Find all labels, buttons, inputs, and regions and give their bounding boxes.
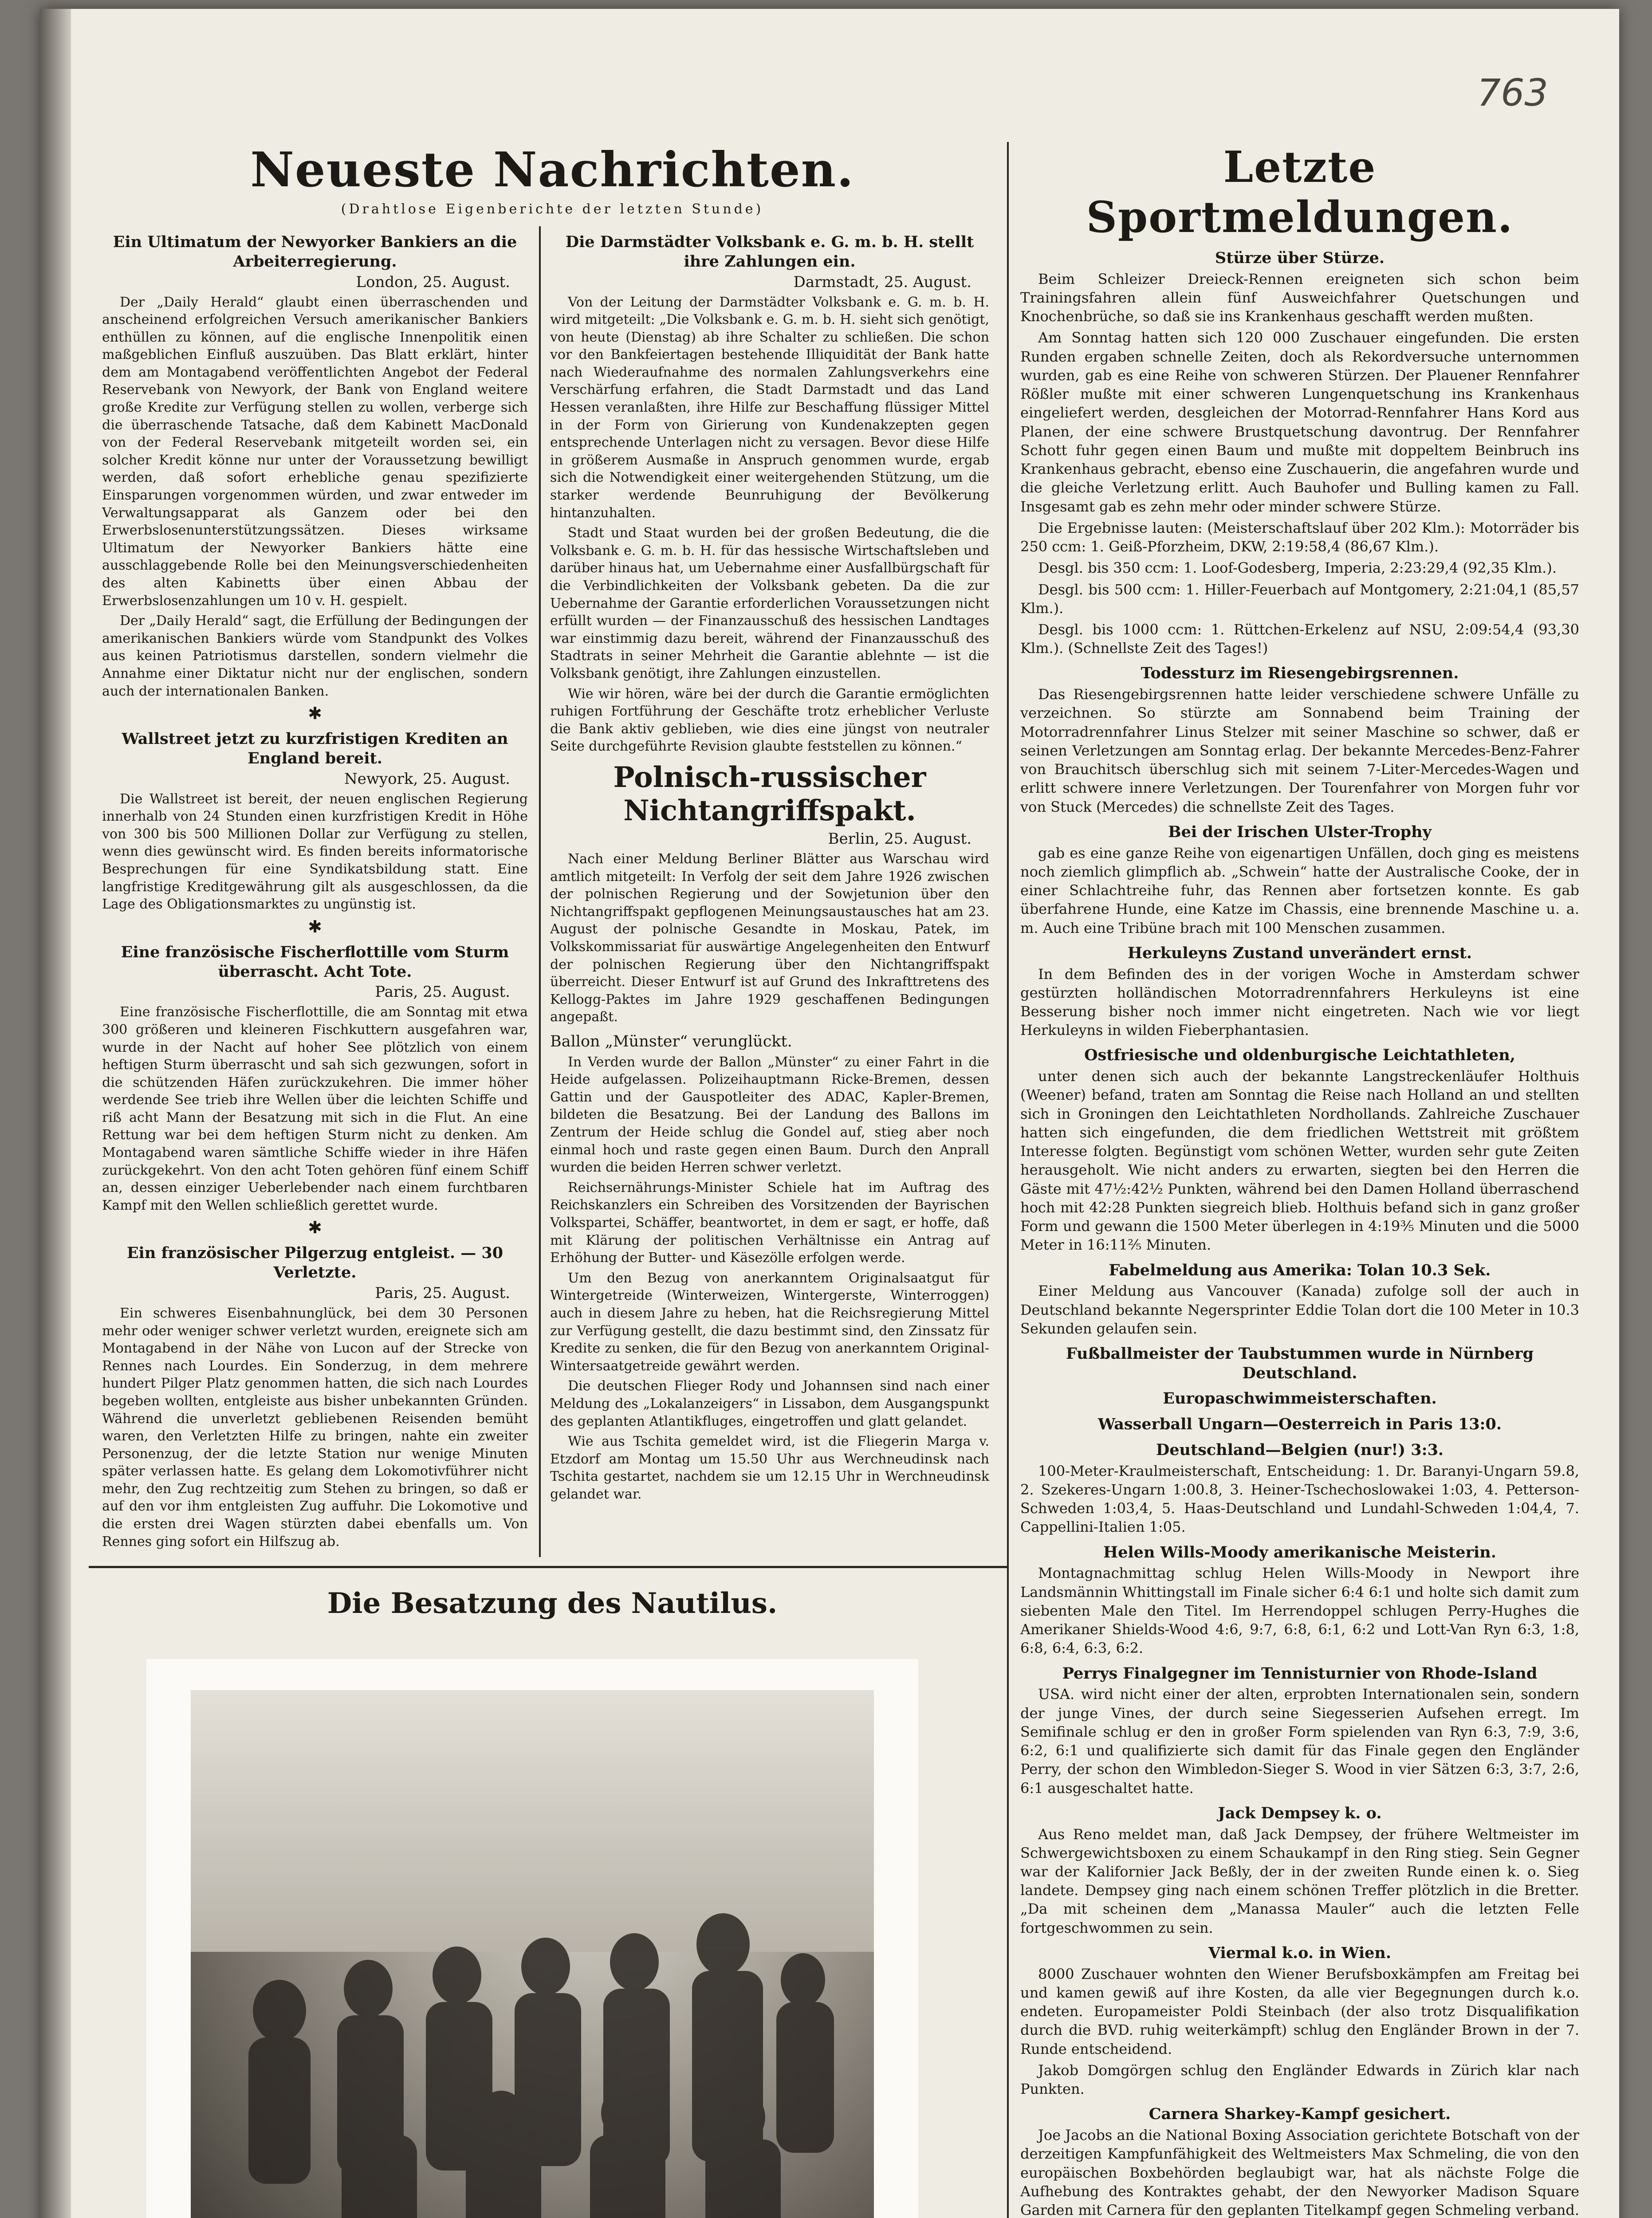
article (1020, 1415, 1579, 1434)
article-headline: Wallstreet jetzt zu kurzfristigen Krediten an England bereit. (122, 730, 508, 767)
dateline: Darmstadt, 25. August. (793, 273, 972, 291)
article-headline: Ein Ultimatum der Newyorker Bankiers an die Arbeiterregierung. (113, 233, 517, 271)
article-headline: Herkuleyns Zustand unverändert ernst. (1127, 944, 1472, 962)
article-headline: Eine französische Fischerflottille vom Sturm überrascht. Acht Tote. (121, 943, 509, 981)
article-headline: Europaschwimmeisterschaften. (1163, 1389, 1437, 1408)
article-paragraph: Joe Jacobs an die National Boxing Association gerichtete Botschaft von der derzeitigen Kampfunfähigkeit des Weltmeisters Max Schmeling, die von den europäischen Boxbehörden beglaubigt war, hat als nächste Folge die Aufhebung des Kontraktes gehabt, der den Newyorker Madison Square Garden mit Carnera für den geplanten Titelkampf gegen Schmeling verband. (1020, 2127, 1579, 2218)
crew-photo (191, 1690, 874, 2218)
article-paragraph: Um den Bezug von anerkanntem Originalsaatgut für Wintergetreide (Winterweizen, Wintergerste, Winterroggen) auch in diesem Jahre zu heben, hat die Reichsregierung Mittel zur Verfügung gestellt, die dazu bestimmt sind, den Zinssatz für Kredite zu senken, die für den Bezug von anerkanntem Original-Wintersaatgetreide gewährt werden. (550, 1270, 989, 1374)
article (1020, 1440, 1579, 1537)
article-paragraph: In dem Befinden des in der vorigen Woche in Amsterdam schwer gestürzten holländischen Motorradrennfahrers Herkuleyns ist eine Besserung bisher noch immer nicht eingetreten. Nach wie vor liegt Herkuleyns in wilden Fieberphantasien. (1020, 965, 1579, 1039)
article-paragraph: Ein schweres Eisenbahnunglück, bei dem 30 Personen mehr oder weniger schwer verletzt wurden, ereignete sich am Montagabend in der Nähe von Lucon auf der Strecke von Rennes nach Lourdes. Ein Sonderzug, in dem mehrere hundert Pilger Platz genommen hatten, die sich nach Lourdes begeben wollten, entgleiste aus bisher unbekannten Gründen. Während die unverletzt gebliebenen Reisenden bemüht waren, den Verletzten Hilfe zu bringen, nahte ein zweiter Personenzug, der die letzte Station nur wenige Minuten später verlassen hatte. Es gelang dem Lokomotivführer nicht mehr, den Zug rechtzeitig zum Stehen zu bringen, so daß er auf den vor ihm entgleisten Zug auffuhr. Die Lokomotive und die ersten drei Wagen stürzten dabei ebenfalls um. Von Rennes ging sofort ein Hilfszug ab. (102, 1305, 528, 1549)
article-paragraph: USA. wird nicht einer der alten, erprobten Internationalen sein, sondern der junge Vines, der durch seine Siegesserien Aufsehen erregt. Im Semifinale schlug er den in großer Form spielenden van Ryn 6:3, 7:9, 3:6, 6:2, 6:1 und qualifizierte sich damit für das Finale gegen den Engländer Perry, der schon den Wimbledon-Sieger S. Wood in vier Sätzen 6:3, 3:7, 2:6, 6:1 ausgeschaltet hatte. (1020, 1686, 1579, 1797)
article-headline: Ein französischer Pilgerzug entgleist. — 30 Verletzte. (126, 1244, 503, 1282)
article-headline: Fußballmeister der Taubstummen wurde in Nürnberg Deutschland. (1066, 1344, 1534, 1382)
left-header (98, 142, 1007, 226)
article (1020, 2104, 1579, 2218)
article (1020, 1543, 1579, 1658)
article-paragraph: Jakob Domgörgen schlug den Engländer Edwards in Zürich klar nach Punkten. (1020, 2061, 1579, 2098)
dateline: Newyork, 25. August. (344, 770, 510, 788)
article-paragraph: Der „Daily Herald“ sagt, die Erfüllung der Bedingungen der amerikanischen Bankiers würde vom Standpunkt des Volkes aus keinen Patriotismus darstellen, sondern vielmehr die Annahme einer Diktatur nicht nur der englischen, sondern auch der internationalen Banken. (102, 613, 528, 699)
article-paragraph: Wie wir hören, wäre bei der durch die Garantie ermöglichten ruhigen Fortführung der Geschäfte trotz erheblicher Verluste die Bank aktiv geblieben, wie dies eine jüngst von neutraler Seite durchgeführte Revision glaubte feststellen zu können.“ (550, 686, 989, 755)
article-paragraph: Beim Schleizer Dreieck-Rennen ereigneten sich schon beim Trainingsfahren allein fünf Ausweichfahrer Quetschungen und Knochenbrüche, so daß sie ins Krankenhaus geschafft werden mußten. (1020, 270, 1579, 325)
photo-headline: Die Besatzung des Nautilus. (327, 1587, 778, 1620)
article (1020, 1261, 1579, 1338)
article (1020, 664, 1579, 816)
dateline: London, 25. August. (356, 273, 510, 291)
page-number: 763 (1477, 71, 1548, 114)
dateline: Paris, 25. August. (375, 983, 510, 1001)
article (1020, 1389, 1579, 1408)
section-rule (89, 1566, 1007, 1568)
dateline: Berlin, 25. August. (828, 830, 972, 848)
article-paragraph: Die deutschen Flieger Rody und Johannsen sind nach einer Meldung des „Lokalanzeigers“ in Lissabon, dem Ausgangspunkt des geplanten Atlantikfluges, eingetroffen und glatt gelandet. (550, 1378, 989, 1429)
article-paragraph: Die Wallstreet ist bereit, der neuen englischen Regierung innerhalb von 24 Stunden einen kurzfristigen Kredit in Höhe von 300 bis 500 Millionen Dollar zur Verfügung zu stellen, wenn dies gewünscht wird. Es finden bereits informatorische Besprechungen für eine Syndikatsbildung statt. Eine langfristige Kreditgewährung gilt als ausgeschlossen, da die Lage des Obligationsmarktes zu ungünstig ist. (102, 791, 528, 912)
separator-star-icon: ✱ (308, 916, 322, 936)
article-paragraph: Nach einer Meldung Berliner Blätter aus Warschau wird amtlich mitgeteilt: In Verfolg der seit dem Jahre 1926 zwischen der polnischen Regierung und der Sowjetunion über den Nichtangriffspakt gepflogenen Meinungsaustausches hat am 23. August der polnische Gesandte in Moskau, Patek, im Volkskommissariat für auswärtige Angelegenheiten den Entwurf der polnischen Regierung über den Nichtangriffspakt überreicht. Dieser Entwurf ist auf Grund des Inkrafttretens des Kellogg-Paktes im Jahre 1929 geschaffenen Bedingungen angepaßt. (550, 851, 989, 1025)
sports-body (1020, 248, 1579, 2218)
article-paragraph: Desgl. bis 500 ccm: 1. Hiller-Feuerbach auf Montgomery, 2:21:04,1 (85,57 Klm.). (1020, 581, 1579, 617)
article-paragraph: Von der Leitung der Darmstädter Volksbank e. G. m. b. H. wird mitgeteilt: „Die Volksbank e. G. m. b. H. sieht sich genötigt, von heute (Dienstag) ab ihre Schalter zu schließen. Die schon vor den Bankfeiertagen bestehende Illiquidität der Bank hatte nach Wiederaufnahme des normalen Zahlungsverkehrs eine Verschärfung erfahren, die Stadt Darmstadt und das Land Hessen veranlaßten, ihre Hilfe zur Beschaffung flüssiger Mittel in der Form von Girierung von Kundenakzepten gegen entsprechende Unterlagen nicht zu versagen. Bevor diese Hilfe in größerem Ausmaße in Anspruch genommen wurde, ergab sich die Notwendigkeit einer weitergehenden Stützung, um die starker werdende Beunruhigung der Bevölkerung hintanzuhalten. (550, 294, 989, 521)
article-paragraph: Wie aus Tschita gemeldet wird, ist die Fliegerin Marga v. Etzdorf am Montag um 15.50 Uhr aus Werchneudinsk nach Tschita gestartet, nachdem sie um 12.15 Uhr in Werchneudinsk gelandet war. (550, 1434, 989, 1502)
article (1020, 1344, 1579, 1383)
article-headline: Ballon „Münster“ verunglückt. (550, 1032, 792, 1050)
separator-star-icon: ✱ (308, 1218, 322, 1238)
column-rule (1007, 142, 1009, 2218)
article (1020, 1664, 1579, 1797)
article-paragraph: Reichsernährungs-Minister Schiele hat im Auftrag des Reichskanzlers ein Schreiben des Vorsitzenden der Bayrischen Volkspartei, Schäffer, beantwortet, in dem er sagt, er hoffe, daß mit Klärung der politischen Verhältnisse ein Antrag auf Erhöhung der Butter- und Käsezölle erfolgen werde. (550, 1180, 989, 1266)
article-paragraph: Der „Daily Herald“ glaubt einen überraschenden und anscheinend erfolgreichen Versuch amerikanischer Bankiers enthüllen zu können, auf die englische Innenpolitik einen maßgeblichen Einfluß auszuüben. Das Blatt erklärt, hinter dem am Montagabend veröffentlichten Angebot der Federal Reservebank von Newyork, der Bank von England weitere große Kredite zur Verfügung stellen zu wollen, verberge sich die überraschende Tatsache, daß dem Kabinett MacDonald von der Federal Reservebank mitgeteilt worden sei, ein solcher Kredit könne nur unter der Voraussetzung bewilligt werden, daß sofort erhebliche genau spezifizierte Einsparungen vorgenommen würden, und zwar entweder im Verwaltungsapparat als Ganzem oder bei den Erwerbslosenunterstützungssätzen. Dieses wirksame Ultimatum der Newyorker Bankiers hätte eine ausschlaggebende Rolle bei den Meinungsverschiedenheiten des alten Kabinetts über einen Abbau der Erwerbslosenzahlungen um 10 v. H. gespielt. (102, 294, 528, 609)
article-paragraph: Aus Reno meldet man, daß Jack Dempsey, der frühere Weltmeister im Schwergewichtsboxen zu einem Schaukampf in den Ring stieg. Sein Gegner war der Kalifornier Jack Beßly, der in der zweiten Runde einen k. o. Sieg landete. Dempsey ging nach einem schönen Treffer plötzlich in die Bretter. „Da mit scheinen dem „Manassa Mauler“ auch die letzten Felle fortgeschwommen zu sein. (1020, 1825, 1579, 1936)
column-rule (539, 226, 541, 1557)
article (550, 1179, 989, 1503)
article-headline: Perrys Finalgegner im Tennisturnier von Rhode-Island (1062, 1664, 1538, 1683)
article-headline: Todessturz im Riesengebirgsrennen. (1141, 664, 1459, 683)
article (1020, 822, 1579, 937)
article-headline: Helen Wills-Moody amerikanische Meisterin. (1103, 1543, 1496, 1561)
article-paragraph: Montagnachmittag schlug Helen Wills-Moody in Newport ihre Landsmännin Whittingstall im Finale sicher 6:4 6:1 und holte sich damit zum siebenten Male den Titel. Im Herrendoppel schlugen Perry-Hughes die Amerikaner Shields-Wood 4:6, 9:7, 6:8, 6:1, 6:2 und Lott-Van Ryn 6:3, 1:8, 6:8, 6:4, 6:3, 6:2. (1020, 1565, 1579, 1657)
article (550, 232, 989, 755)
article-headline: Polnisch-russischer Nichtangriffspakt. (613, 760, 926, 827)
binding-gutter (40, 9, 71, 2218)
column-right (1020, 142, 1579, 2218)
article-headline: Deutschland—Belgien (nur!) 3:3. (1156, 1440, 1444, 1459)
article-headline: Ostfriesische und oldenburgische Leichtathleten, (1084, 1046, 1515, 1065)
article-headline: Jack Dempsey k. o. (1218, 1804, 1382, 1822)
article (1020, 1943, 1579, 2098)
article (102, 232, 528, 700)
crew-group-figure (191, 1864, 874, 2218)
dateline: Paris, 25. August. (375, 1284, 510, 1302)
article-headline: Fabelmeldung aus Amerika: Tolan 10.3 Sek. (1109, 1261, 1491, 1279)
article (1020, 944, 1579, 1040)
article-headline: Carnera Sharkey-Kampf gesichert. (1149, 2105, 1451, 2124)
article-paragraph: Eine französische Fischerflottille, die am Sonntag mit etwa 300 größeren und kleineren Fischkuttern ausgefahren war, wurde in der Nacht auf hoher See plötzlich von einem heftigen Sturm überrascht und sah sich gezwungen, sofort in die schützenden Häfen zurückzukehren. Die immer höher werdende See trieb ihre Wellen über die leichten Schiffe und riß acht Mann der Besatzung mit sich in die Flut. An eine Rettung war bei dem heftigen Sturm nicht zu denken. Am Montagabend waren sämtliche Schiffe wieder in ihre Häfen zurückgekehrt. Von den acht Toten gehören fünf einem Schiff an, dessen einziger Ueberlebender nach einem furchtbaren Kampf mit den Wellen schließlich gerettet wurde. (102, 1004, 528, 1213)
article-paragraph: 100-Meter-Kraulmeisterschaft, Entscheidung: 1. Dr. Baranyi-Ungarn 59.8, 2. Szekeres-Ungarn 1:00.8, 3. Heiner-Tschechoslowakei 1:03, 4. Petterson-Schweden 1:03,4, 5. Haas-Deutschland und Lundahl-Schweden 1:04,4, 7. Cappellini-Italien 1:05. (1020, 1462, 1579, 1536)
article-paragraph: Die Ergebnisse lauten: (Meisterschaftslauf über 202 Klm.): Motorräder bis 250 ccm: 1. Geiß-Pforzheim, DKW, 2:19:58,4 (86,67 Klm.). (1020, 519, 1579, 555)
article-headline: Viermal k.o. in Wien. (1208, 1943, 1392, 1962)
article (1020, 1046, 1579, 1254)
column-middle (550, 226, 989, 1506)
article-paragraph: Stadt und Staat wurden bei der großen Bedeutung, die die Volksbank e. G. m. b. H. für das hessische Wirtschaftsleben und darüber hinaus hat, um Uebernahme einer Ausfallbürgschaft für die Verbindlichkeiten der Volksbank gebeten. Da die zur Uebernahme der Garantie erforderlichen Voraussetzungen nicht erfüllt wurden — der Finanzausschuß des hessischen Landtages war einstimmig dazu bereit, während der Finanzausschuß des Stadtrats in seiner Mehrheit die Garantie ablehnte — ist die Volksbank genötigt, ihre Zahlungen einzustellen. (550, 525, 989, 681)
article-headline: Die Darmstädter Volksbank e. G. m. b. H. stellt ihre Zahlungen ein. (565, 233, 974, 271)
article (550, 1032, 989, 1176)
article-paragraph: In Verden wurde der Ballon „Münster“ zu einer Fahrt in die Heide aufgelassen. Polizeihauptmann Ricke-Bremen, dessen Gattin und der Gauspotleiter des ADAC, Kapler-Bremen, bildeten die Besatzung. Bei der Landung des Ballons im Zentrum der Heide schlug die Gondel auf, stieg aber noch einmal hoch und raste gegen einen Baum. Durch den Anprall wurden die beiden Herren schwer verletzt. (550, 1054, 989, 1176)
article-paragraph: Desgl. bis 350 ccm: 1. Loof-Godesberg, Imperia, 2:23:29,4 (92,35 Klm.). (1038, 559, 1557, 577)
section-title-sports: Letzte Sportmeldungen. (1086, 142, 1514, 242)
article-paragraph: 8000 Zuschauer wohnten den Wiener Berufsboxkämpfen am Freitag bei und kamen gewiß auf ihre Kosten, da alle vier Begegnungen durch k.o. endeten. Europameister Poldi Steinbach (der also trotz Disqualifikation durch die BVD. ruhig weiterkämpft) schlug den Engländer Brown in der 7. Runde entscheidend. (1020, 1965, 1579, 2057)
article (102, 729, 528, 913)
article-paragraph: gab es eine ganze Reihe von eigenartigen Unfällen, doch ging es meistens noch ziemlich glimpflich ab. „Schwein“ hatte der Australische Cooke, der in einer Schlachtreihe fuhr, das Rennen aber fortsetzen konnte. Es gab überfahrene Hunde, eine Katze im Chassis, eine brennende Maschine u. a. m. Auch eine Tribüne brach mit 100 Menschen zusammen. (1020, 844, 1579, 936)
article-paragraph: unter denen sich auch der bekannte Langstreckenläufer Holthuis (Weener) befand, traten am Sonntag die Reise nach Holland an und stellten sich in Groningen den Leichtathleten Nordhollands. Zahlreiche Zuschauer hatten sich eingefunden, die dem friedlichen Wettstreit mit größtem Interesse folgten. Begünstigt vom schönen Wetter, wurden sehr gute Zeiten herausgeholt. Wie nicht anders zu erwarten, siegten bei den Herren die Gäste mit 47½:42½ Punkten, während bei den Damen Holland überraschend hoch mit 42:28 Punkten siegreich blieb. Holthuis befand sich in ganz großer Form und gewann die 1500 Meter überlegen in 4:19⅗ Minuten und die 5000 Meter in 16:11⅖ Minuten. (1020, 1068, 1579, 1254)
section-subtitle: (Drahtlose Eigenberichte der letzten Stunde) (341, 201, 764, 217)
section-title-news: Neueste Nachrichten. (250, 142, 854, 198)
separator-star-icon: ✱ (308, 704, 322, 724)
article (550, 761, 989, 1026)
article-headline: Bei der Irischen Ulster-Trophy (1168, 822, 1432, 841)
photo-frame (146, 1659, 918, 2218)
article-paragraph: Einer Meldung aus Vancouver (Kanada) zufolge soll der auch in Deutschland bekannte Negersprinter Eddie Tolan dort die 100 Meter in 10.3 Sekunden gelaufen sein. (1020, 1282, 1579, 1337)
article-headline: Wasserball Ungarn—Oesterreich in Paris 13:0. (1097, 1415, 1502, 1434)
article (102, 1243, 528, 1550)
article (1020, 248, 1579, 657)
article-paragraph: Das Riesengebirgsrennen hatte leider verschiedene schwere Unfälle zu verzeichnen. So stürzte am Sonnabend beim Training der Motorradrennfahrer Linus Stelzer mit seiner Maschine so schwer, daß er seinen Verletzungen am Sonntag erlag. Der bekannte Mercedes-Benz-Fahrer von Brauchitsch überschlug sich mit seinem 7-Liter-Mercedes-Wagen und erlitt schwere innere Verletzungen. Der Tourenfahrer von Morgen fuhr vor von Stuck (Mercedes) die schnellste Zeit des Tages. (1020, 686, 1579, 815)
column-left (102, 226, 528, 1553)
newspaper-page (40, 9, 1619, 2218)
article-headline: Stürze über Stürze. (1215, 249, 1385, 267)
article-paragraph: Am Sonntag hatten sich 120 000 Zuschauer eingefunden. Die ersten Runden ergaben schnelle Zeiten, doch als Rekordversuche unternommen wurden, gab es eine Reihe von schweren Stürzen. Der Plauener Rennfahrer Rößler mußte mit einer schweren Lungenquetschung ins Krankenhaus eingeliefert werden, desgleichen der Motorrad-Rennfahrer Hans Kord aus Planen, der eine schwere Brustquetschung davontrug. Der Rennfahrer Schott fuhr gegen einen Baum und mußte mit doppeltem Beinbruch ins Krankenhaus gebracht, ebenso eine Zuschauerin, die angefahren wurde und die gleiche Verletzung erlitt. Auch Bauhofer und Bulling kamen zu Fall. Insgesamt gab es zehn mehr oder minder schwere Stürze. (1020, 329, 1579, 515)
article-paragraph: Desgl. bis 1000 ccm: 1. Rüttchen-Erkelenz auf NSU, 2:09:54,4 (93,30 Klm.). (Schnellste Zeit des Tages!) (1020, 621, 1579, 657)
article (102, 943, 528, 1215)
article (1020, 1804, 1579, 1937)
